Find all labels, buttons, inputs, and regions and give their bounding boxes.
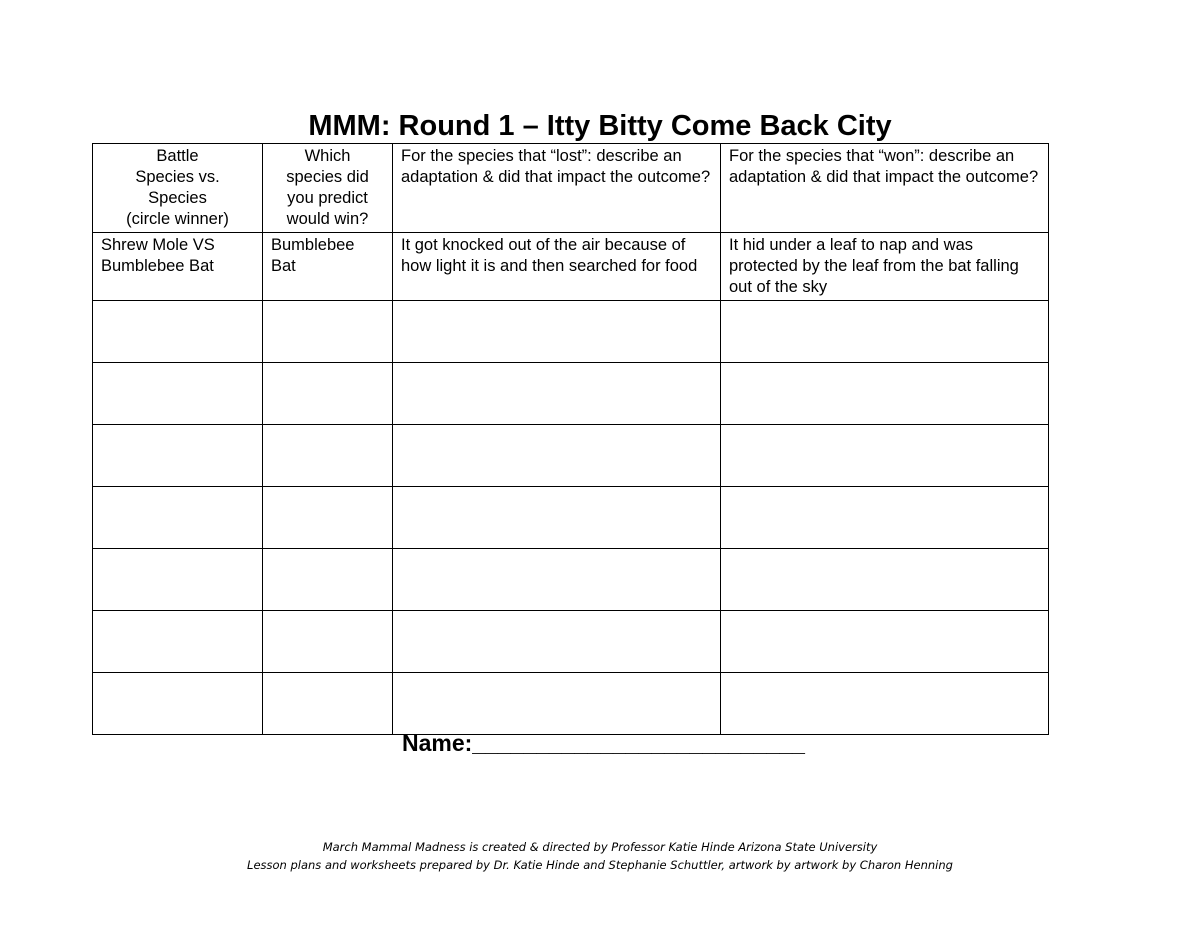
cell-battle-blank[interactable] xyxy=(93,301,263,363)
cell-lost-blank[interactable] xyxy=(393,301,721,363)
cell-won-blank[interactable] xyxy=(721,673,1049,735)
cell-prediction-blank[interactable] xyxy=(263,549,393,611)
cell-prediction-blank[interactable] xyxy=(263,363,393,425)
cell-battle-blank[interactable] xyxy=(93,673,263,735)
cell-prediction[interactable]: Bumblebee Bat xyxy=(263,233,393,301)
cell-lost-blank[interactable] xyxy=(393,425,721,487)
table-row xyxy=(93,233,1049,301)
table-row-blank xyxy=(93,425,1049,487)
cell-prediction-blank[interactable] xyxy=(263,425,393,487)
table-row-blank xyxy=(93,673,1049,735)
cell-prediction-blank[interactable] xyxy=(263,487,393,549)
page-title: MMM: Round 1 – Itty Bitty Come Back City xyxy=(308,110,892,142)
cell-won-blank[interactable] xyxy=(721,487,1049,549)
cell-prediction-blank[interactable] xyxy=(263,611,393,673)
header-prediction: Which species did you predict would win? xyxy=(263,144,393,233)
table-header-row xyxy=(93,144,1049,233)
table-row-blank xyxy=(93,363,1049,425)
cell-lost[interactable]: It got knocked out of the air because of how light it is and then searched for food xyxy=(393,233,721,301)
cell-prediction-blank[interactable] xyxy=(263,301,393,363)
cell-won[interactable]: It hid under a leaf to nap and was protected by the leaf from the bat falling out of the sky xyxy=(721,233,1049,301)
cell-battle-blank[interactable] xyxy=(93,549,263,611)
cell-won-blank[interactable] xyxy=(721,549,1049,611)
table-row-blank xyxy=(93,549,1049,611)
cell-won-blank[interactable] xyxy=(721,363,1049,425)
cell-battle-blank[interactable] xyxy=(93,487,263,549)
cell-lost-blank[interactable] xyxy=(393,673,721,735)
header-lost-adaptation: For the species that “lost”: describe an adaptation & did that impact the outcome? xyxy=(393,144,721,233)
header-won-adaptation: For the species that “won”: describe an adaptation & did that impact the outcome? xyxy=(721,144,1049,233)
cell-won-blank[interactable] xyxy=(721,611,1049,673)
cell-won-blank[interactable] xyxy=(721,425,1049,487)
worksheet-table xyxy=(92,143,1049,735)
header-battle: Battle Species vs. Species (circle winner) xyxy=(93,144,263,233)
cell-lost-blank[interactable] xyxy=(393,611,721,673)
table-row-blank xyxy=(93,487,1049,549)
cell-lost-blank[interactable] xyxy=(393,487,721,549)
cell-battle[interactable]: Shrew Mole VS Bumblebee Bat xyxy=(93,233,263,301)
table-row-blank xyxy=(93,611,1049,673)
cell-lost-blank[interactable] xyxy=(393,549,721,611)
footer-credit-line-2: Lesson plans and worksheets prepared by Dr. Katie Hinde and Stephanie Schuttler, artwork by artwork by Charon Henning xyxy=(247,858,953,872)
cell-battle-blank[interactable] xyxy=(93,425,263,487)
cell-lost-blank[interactable] xyxy=(393,363,721,425)
cell-prediction-blank[interactable] xyxy=(263,673,393,735)
cell-battle-blank[interactable] xyxy=(93,611,263,673)
footer-credit-line-1: March Mammal Madness is created & directed by Professor Katie Hinde Arizona State University xyxy=(322,840,878,854)
cell-battle-blank[interactable] xyxy=(93,363,263,425)
table-row-blank xyxy=(93,301,1049,363)
name-field[interactable]: Name:__________________________ xyxy=(402,730,805,756)
cell-won-blank[interactable] xyxy=(721,301,1049,363)
